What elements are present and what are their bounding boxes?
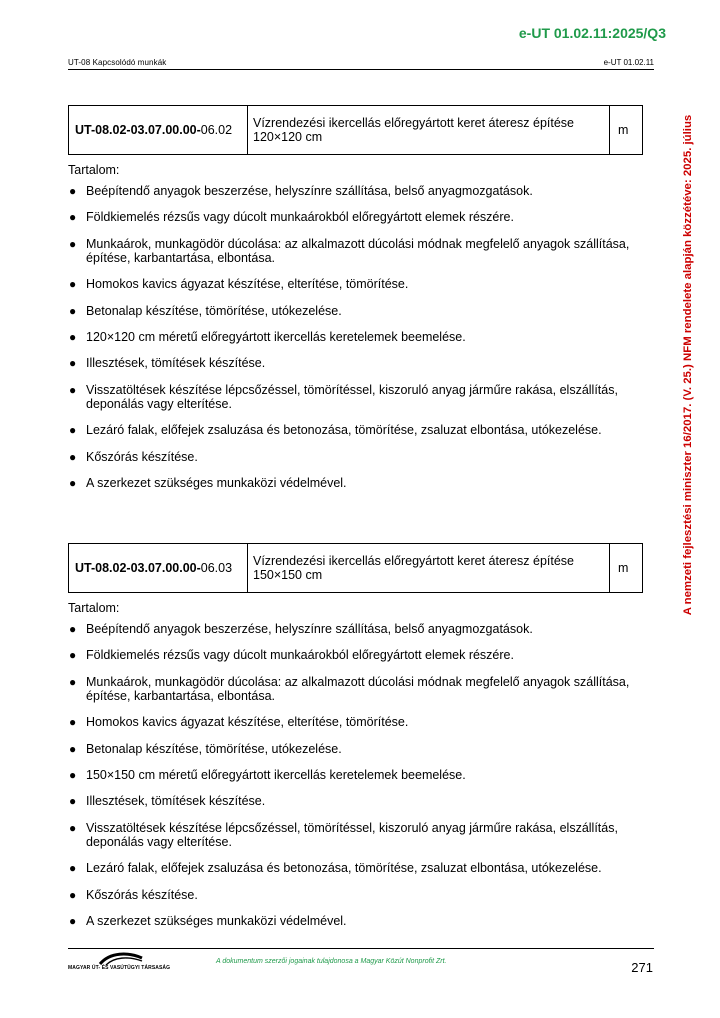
list-item-text: Beépítendő anyagok beszerzése, helyszínre szállítása, belső anyagmozgatások. [86,184,533,198]
bullet-icon: ● [69,887,77,902]
list-item [68,356,643,370]
page-number: 271 [631,960,653,975]
bullet-icon: ● [69,356,77,371]
list-item [68,304,643,318]
list-item-text: 120×120 cm méretű előregyártott ikercellás keretelemek beemelése. [86,329,466,344]
bullet-icon: ● [69,820,77,835]
item-code [69,544,248,593]
list-item [68,794,643,808]
footer-divider [68,948,654,949]
list-item [68,210,643,224]
list-item-text: Illesztések, tömítések készítése. [86,794,266,809]
item-description: Vízrendezési ikercellás előregyártott keret áteresz építése 120×120 cm [248,106,610,155]
list-item-text: Visszatöltések készítése lépcsőzéssel, tömörítéssel, kiszoruló anyag járműre rakása, elszállítás, deponálás vagy elterítése. [86,820,618,849]
item-code-suffix: 06.02 [200,123,233,137]
list-item-text: Lezáró falak, előfejek zsaluzása és betonozása, tömörítése, zsaluzat elbontása, utókezelése. [86,423,602,438]
list-item [68,768,643,782]
work-item-1 [68,105,643,502]
list-item-text: Munkaárok, munkagödör dúcolása: az alkalmazott dúcolási módnak megfelelő anyagok szállítása, építése, karbantartása, elbontása. [86,674,630,703]
bullet-icon: ● [69,449,77,464]
list-item-text: A szerkezet szükséges munkaközi védelmével. [86,475,347,490]
bullet-icon: ● [69,674,77,689]
list-item [68,476,643,490]
list-item-text: Betonalap készítése, tömörítése, utókezelése. [86,741,342,756]
list-item [68,888,643,902]
item-code [69,106,248,155]
list-item-text: Földkiemelés rézsűs vagy dúcolt munkaárokból előregyártott elemek részére. [86,648,514,663]
bullet-icon: ● [69,277,77,292]
road-logo-icon [98,951,144,966]
item-code-table [68,105,643,155]
list-item [68,715,643,729]
running-header [68,58,654,70]
list-item-text: A szerkezet szükséges munkaközi védelmével. [86,913,347,928]
bullet-icon: ● [69,210,77,225]
bullet-icon: ● [69,913,77,928]
task-list [68,184,643,490]
running-header-left: UT-08 Kapcsolódó munkák [68,58,167,67]
list-item [68,423,643,437]
list-item-text: Betonalap készítése, tömörítése, utókezelése. [86,303,342,318]
task-list [68,622,643,928]
item-description: Vízrendezési ikercellás előregyártott keret áteresz építése 150×150 cm [248,544,610,593]
list-item-text: Kőszórás készítése. [86,887,198,902]
list-item-text: Lezáró falak, előfejek zsaluzása és betonozása, tömörítése, zsaluzat elbontása, utókezelése. [86,861,602,876]
list-item [68,648,643,662]
bullet-icon: ● [69,423,77,438]
work-item-2 [68,543,643,940]
side-publication-note: A nemzeti fejlesztési miniszter 16/2017. (V. 25.) NFM rendelete alapján közzétéve: 2025. július [682,114,694,616]
bullet-icon: ● [69,741,77,756]
bullet-icon: ● [69,648,77,663]
list-item-text: Földkiemelés rézsűs vagy dúcolt munkaárokból előregyártott elemek részére. [86,210,514,225]
list-item [68,237,643,265]
list-item [68,821,643,849]
logo-text: MAGYAR ÚT- ÉS VASÚTÜGYI TÁRSASÁG [68,965,171,971]
list-item [68,914,643,928]
item-code-prefix: UT-08.02-03.07.00.00- [75,123,201,137]
bullet-icon: ● [69,861,77,876]
item-code-prefix: UT-08.02-03.07.00.00- [75,561,201,575]
bullet-icon: ● [69,236,77,251]
list-item [68,742,643,756]
list-item-text: Munkaárok, munkagödör dúcolása: az alkalmazott dúcolási módnak megfelelő anyagok szállítása, építése, karbantartása, elbontása. [86,236,630,265]
list-item-text: Kőszórás készítése. [86,449,198,464]
item-unit: m [610,544,643,593]
item-unit: m [610,106,643,155]
document-code: e-UT 01.02.11:2025/Q3 [518,25,666,41]
running-header-right: e-UT 01.02.11 [603,58,654,67]
bullet-icon: ● [69,475,77,490]
list-item [68,330,643,344]
list-item [68,675,643,703]
copyright-notice: A dokumentum szerzői jogainak tulajdonosa a Magyar Közút Nonprofit Zrt. [216,958,447,965]
list-item [68,622,643,636]
list-item [68,277,643,291]
list-item-text: Beépítendő anyagok beszerzése, helyszínre szállítása, belső anyagmozgatások. [86,622,533,636]
company-logo [68,951,171,975]
bullet-icon: ● [69,622,77,636]
list-item-text: 150×150 cm méretű előregyártott ikercellás keretelemek beemelése. [86,767,466,782]
bullet-icon: ● [69,794,77,809]
list-item-text: Homokos kavics ágyazat készítése, elterítése, tömörítése. [86,277,409,292]
content-label: Tartalom: [68,163,120,177]
bullet-icon: ● [69,382,77,397]
list-item-text: Illesztések, tömítések készítése. [86,356,266,371]
list-item [68,450,643,464]
list-item [68,383,643,411]
bullet-icon: ● [69,184,77,198]
list-item-text: Homokos kavics ágyazat készítése, elterítése, tömörítése. [86,715,409,730]
bullet-icon: ● [69,329,77,344]
bullet-icon: ● [69,767,77,782]
item-code-suffix: 06.03 [200,561,233,575]
list-item [68,861,643,875]
content-label: Tartalom: [68,601,120,615]
list-item [68,184,643,198]
bullet-icon: ● [69,303,77,318]
item-code-table [68,543,643,593]
bullet-icon: ● [69,715,77,730]
list-item-text: Visszatöltések készítése lépcsőzéssel, tömörítéssel, kiszoruló anyag járműre rakása, elszállítás, deponálás vagy elterítése. [86,382,618,411]
